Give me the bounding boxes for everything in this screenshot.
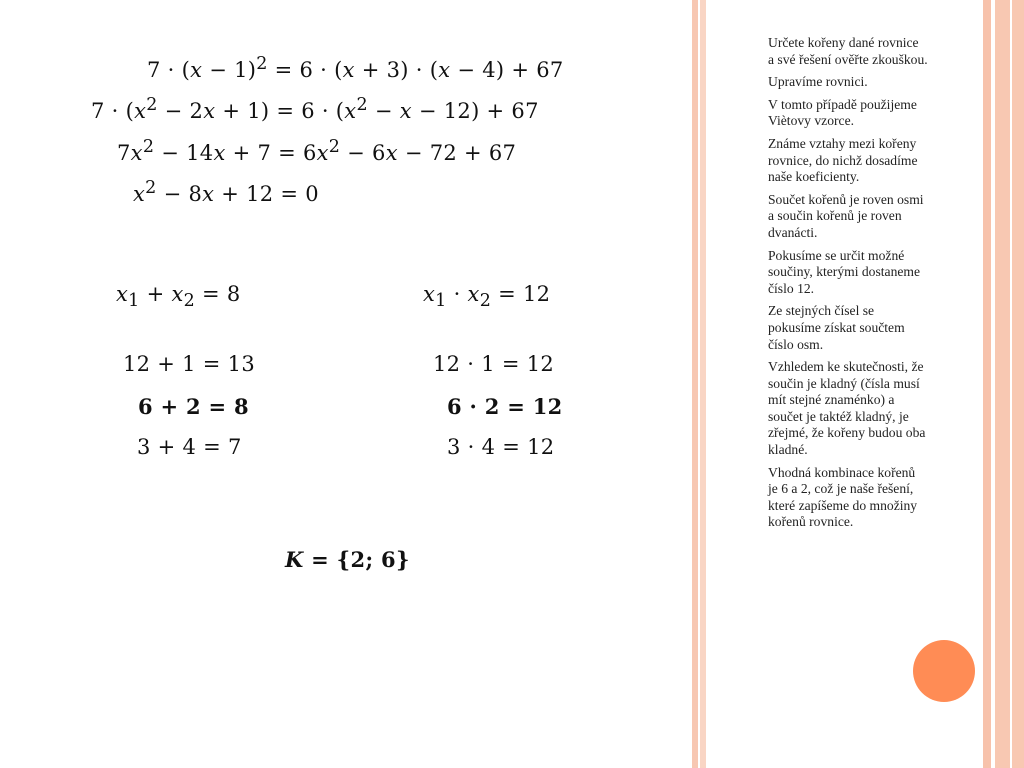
vieta-sum: $x_1 + x_2 = 8$ <box>116 282 241 312</box>
decorative-stripe <box>700 0 706 768</box>
note: V tomto případě použijeme Viètovy vzorce. <box>768 96 917 129</box>
note: Určete kořeny dané rovnice a své řešení ověřte zkouškou. <box>768 35 928 67</box>
sum-row: 12 + 1 = 13 <box>123 352 255 376</box>
solution-set: K = {2; 6} <box>285 547 410 572</box>
equation-line-4: $x^2 - 8x + 12 = 0$ <box>133 178 319 206</box>
decorative-stripe <box>1010 0 1012 768</box>
equation-line-1: $7 \cdot (x - 1)^2 = 6 \cdot (x + 3) \cdot (x - 4) + 67$ <box>147 54 564 82</box>
product-row-highlighted: 6 · 2 = 12 <box>447 394 563 419</box>
decorative-stripe <box>983 0 991 768</box>
product-row: 12 · 1 = 12 <box>433 352 555 376</box>
note: Součet kořenů je roven osmi a součin kořenů je roven dvanácti. <box>768 191 924 240</box>
equation-line-3: $7x^2 - 14x + 7 = 6x^2 - 6x - 72 + 67$ <box>117 137 517 165</box>
note: Upravíme rovnici. <box>768 74 868 90</box>
notes-column <box>768 35 928 537</box>
equation-line-2: $7 \cdot (x^2 - 2x + 1) = 6 \cdot (x^2 - x - 12) + 67$ <box>91 95 539 123</box>
sum-row-highlighted: 6 + 2 = 8 <box>138 394 249 419</box>
decorative-circle <box>913 640 975 702</box>
note: Pokusíme se určit možné součiny, kterými dostaneme číslo 12. <box>768 247 921 296</box>
vieta-product: $x_1 \cdot x_2 = 12$ <box>423 282 551 312</box>
note: Vzhledem ke skutečnosti, že součin je kladný (čísla musí mít stejné znaménko) a součet je taktéž kladný, je zřejmé, že kořeny budou oba kladné. <box>768 359 926 458</box>
note: Známe vztahy mezi kořeny rovnice, do nichž dosadíme naše koeficienty. <box>768 135 918 185</box>
sum-row: 3 + 4 = 7 <box>137 435 242 459</box>
product-row: 3 · 4 = 12 <box>447 435 555 459</box>
note: Vhodná kombinace kořenů je 6 a 2, což je naše řešení, které zapíšeme do množiny kořenů rovnice. <box>768 464 918 530</box>
note: Ze stejných čísel se pokusíme získat součtem číslo osm. <box>768 303 905 352</box>
